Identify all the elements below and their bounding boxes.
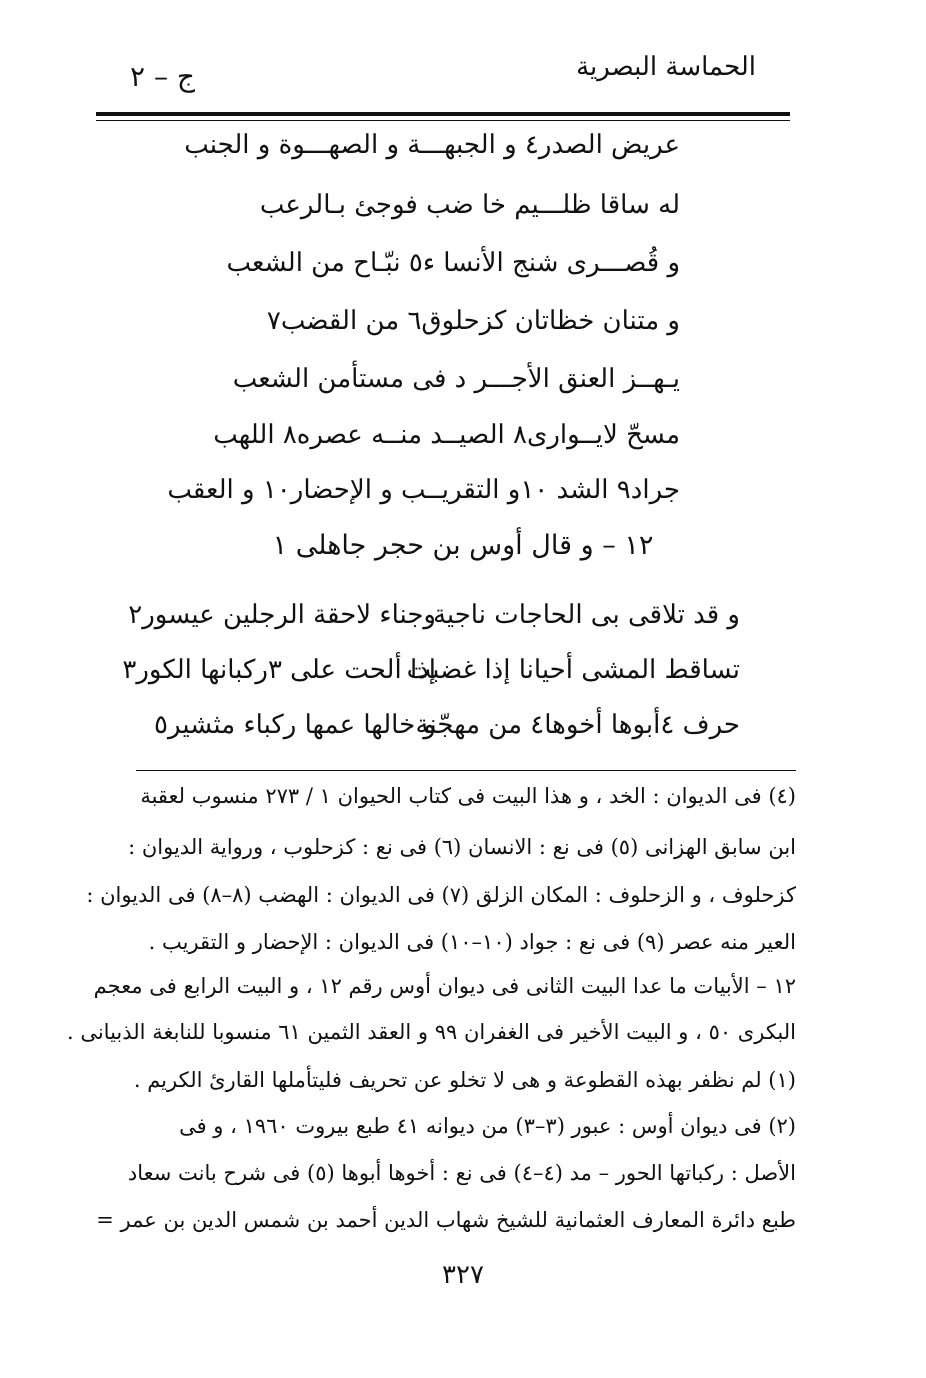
page-number: ٣٢٧ (442, 1260, 484, 1290)
header-rule (96, 112, 790, 116)
footnote-line: العير منه عصر (٩) فى نع : جواد (١٠–١٠) فى الديوان : الإحضار و التقريب . (148, 930, 796, 954)
footnote-separator (136, 770, 796, 771)
footnote-line: الأصل : ركباتها الحور – مد (٤–٤) فى نع : أخوها أبوها (٥) فى شرح بانت سعاد (127, 1161, 796, 1185)
verse-first-hemistich: و قد تلاقى بى الحاجات ناجية (432, 600, 740, 630)
footnote-line: طبع دائرة المعارف العثمانية للشيخ شهاب الدين أحمد بن شمس الدين بن عمر = (96, 1208, 796, 1232)
footnote-line: (٢) فى ديوان أوس : عبور (٣–٣) من ديوانه ٤١ طبع بيروت ١٩٦٠ ، و فى (179, 1114, 796, 1138)
verse-line: عريض الصدر٤ و الجبهـــة و الصهـــوة و الجنب (184, 130, 680, 160)
verse-second-hemistich: إذا ألحت على ٣ركبانها الكور٣ (122, 655, 436, 685)
footnote-line: (٤) فى الديوان : الخد ، و هذا البيت فى كتاب الحيوان ١ / ٢٧٣ منسوب لعقبة (140, 784, 796, 808)
running-header-volume: ج – ٢ (130, 60, 195, 93)
footnote-line: (١) لم نظفر بهذه القطوعة و هى لا تخلو عن تحريف فليتأملها القارئ الكريم . (133, 1068, 796, 1092)
poem-heading: ١٢ – و قال أوس بن حجر جاهلى ١ (272, 530, 654, 561)
footnote-line: ابن سابق الهزانى (٥) فى نع : الانسان (٦) فى نع : كزحلوب ، ورواية الديوان : (128, 835, 796, 859)
verse-line: له ساقا ظلـــيم خا ضب فوجئ بـالرعب (259, 190, 680, 220)
verse-line: و قُصـــرى شنج الأنسا ء٥ نبّـاح من الشعب (226, 248, 680, 278)
verse-first-hemistich: حرف ٤أبوها أخوها٤ من مهجّنة (415, 710, 740, 740)
footnote-line: ١٢ – الأبيات ما عدا البيت الثانى فى ديوان أوس رقم ١٢ ، و البيت الرابع فى معجم (93, 974, 796, 998)
verse-first-hemistich: تساقط المشى أحيانا إذا غضبت (406, 655, 740, 685)
running-header-title: الحماسة البصرية (576, 52, 756, 82)
verse-line: يـهــز العنق الأجـــر د فى مستأمن الشعب (232, 364, 680, 394)
verse-line: مسحّ لايــوارى٨ الصيــد منــه عصره٨ اللهب (213, 420, 680, 450)
footnote-line: البكرى ٥٠ ، و البيت الأخير فى الغفران ٩٩ و العقد الثمين ٦١ منسوبا للنابغة الذبيانى . (66, 1020, 796, 1044)
verse-line: جراد٩ الشد ١٠و التقريــب و الإحضار١٠ و العقب (167, 475, 680, 505)
header-rule-thin (96, 120, 790, 121)
footnote-line: كزحلوف ، و الزحلوف : المكان الزلق (٧) فى الديوان : الهضب (٨–٨) فى الديوان : (86, 883, 796, 907)
verse-second-hemistich: وجناء لاحقة الرجلين عيسور٢ (128, 600, 436, 630)
verse-second-hemistich: و خالها عمها ركباء مثشير٥ (154, 710, 436, 740)
verse-line: و متنان خظاتان كزحلوق٦ من القضب٧ (266, 306, 680, 336)
